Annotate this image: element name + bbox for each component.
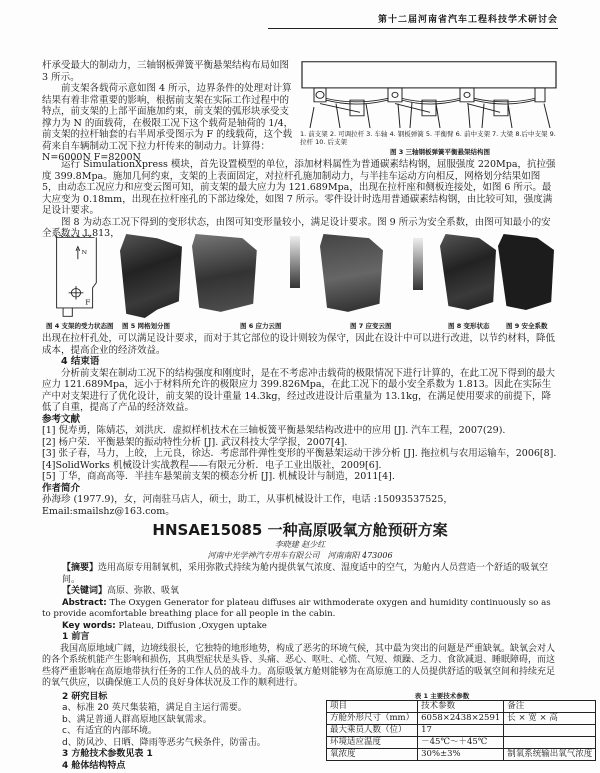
- keywords-en: Plateau, Diffusion ,Oxygen uptake: [118, 620, 267, 631]
- goal-item: b、满足普通人群高原地区缺氧需求。: [62, 714, 212, 725]
- reference-item: [4]SolidWorks 机械设计实战教程——有限元分析．电子工业出版社，2009[6].: [42, 459, 382, 471]
- figure-7-strain-image: [320, 234, 390, 316]
- abstract-en-label: Abstract:: [62, 597, 107, 608]
- figure-3-caption: 图 3 三轴钢板弹簧平衡悬架结构图: [390, 148, 491, 156]
- goal-item: c、有适宜的内部环境。: [62, 726, 157, 736]
- table-cell: 制氧系统输出氧气浓度: [504, 748, 596, 760]
- section-heading: 4 舱体结构特点: [62, 760, 126, 771]
- body-text-lower: [0, 333, 600, 517]
- table-header-row: [327, 700, 596, 712]
- paragraph: 运行 SimulationXpress 模块，首先设置模型的单位，添加材料属性为普通碳素结构钢，屈服强度 220Mpa，抗拉强度 399.8Mpa。施加几何约束，支架的上表面固定，对拉杆孔施加制动力，与半挂车运动方向相反，网格划分结果如图 5，由动态工况应力和应变云图可知，前支架的最大应力为 121.689Mpa，出现在拉杆座和侧板连接处，如图 6 所示。最大应变为 0.18mm，出现在拉杆座孔的下部边缘处，如图 7 所示。零件设计时选用普通碳素结构钢，由比较可知，强度满足设计要求。: [42, 159, 556, 216]
- section-heading: 2 研究目标: [62, 691, 108, 702]
- figure-7-caption: 图 7 应变云图: [350, 322, 392, 330]
- table-row: [327, 736, 596, 748]
- lower-flow: [0, 333, 600, 772]
- figure-5-caption: 图 5 网格划分图: [122, 322, 171, 330]
- paragraph: 前支架各载荷示意如图 4 所示，边界条件的处理对计算结果有着非常重要的影响，根据前支架在实际工作过程中的特点，前支架的上部平面施加约束，前支架的弧形块承受支撑力为 N 的面载荷，在极限工况下这个载荷是轴荷的 1/4，前支架的拉杆轴套的右半周承受图示为 F 的线载荷，这个载荷来自车辆制动工况下拉力杆传来的制动力。计算得：N=6000N F=8200N: [42, 83, 294, 163]
- abstract-en-block: [0, 598, 600, 690]
- paragraph: 图 8 为动态工况下得到的变形状态，由图可知变形量较小，满足设计要求。图 9 所示为安全系数，由图可知最小的安全系数为 1.813，: [42, 216, 551, 239]
- load-n-label: N: [81, 249, 88, 257]
- table-cell: 氧浓度: [327, 748, 418, 760]
- paper-title: HNSAE15085 一种高原吸氧方舱预研方案: [152, 521, 448, 539]
- table-cell: 30%±3%: [418, 748, 504, 760]
- section-heading: 1 前言: [62, 632, 90, 642]
- table-cell: 方舱外形尺寸（mm）: [327, 712, 418, 724]
- figure-8-caption: 图 8 变形状态: [448, 322, 490, 330]
- reference-item: [1] 倪寿勇，陈婧芯，刘洪庆．虚拟样机技术在三轴板簧平衡悬架结构改进中的应用 [J]. 汽车工程，2007(29).: [42, 425, 506, 436]
- author-bio: 孙海珍 (1977.9)，女，河南驻马店人，硕士，助工，从事机械设计工作，电话 :15093537525，Email:smailshz@163.com。: [42, 494, 453, 517]
- figure-9-caption: 图 9 安全系数: [506, 322, 548, 330]
- research-goals: [62, 692, 266, 773]
- paper-authors: 李晓建 赵少红: [274, 540, 326, 549]
- header-cell: 项目: [327, 700, 418, 712]
- section-heading: 3 方舱技术参数见表 1: [62, 749, 153, 759]
- author-bio-heading: 作者简介: [42, 482, 81, 494]
- abstract-cn: 选用高原专用制氧机，采用弥散式持续为舱内提供氧气浓度、湿度适中的空气，为舱内人员营造一个舒适的吸氧空间。: [62, 563, 549, 585]
- reference-item: [2] 杨户荣．平衡悬架的振动特性分析 [J]. 武汉科技大学学报，2007[4].: [42, 436, 348, 448]
- goal-item: a、标准 20 英尺集装箱，满足自主运行需要。: [62, 703, 247, 713]
- load-f-label: F: [85, 297, 91, 307]
- reference-item: [5] 丁华，商高高等．半挂车悬架前支架的模态分析 [J]. 机械设计与制造，2011[4].: [42, 471, 395, 482]
- keywords-cn-label: 【关键词】: [62, 586, 108, 596]
- header-cell: 备注: [504, 700, 596, 712]
- abstract-block: [0, 563, 600, 598]
- body-text: [42, 159, 558, 240]
- tech-params-table: [326, 700, 596, 761]
- reference-item: [3] 张子春，马力，上皎，上元良，徐达．考虑部件弹性变形的平衡悬架运动干涉分析 [J]. 拖拉机与农用运输车，2006[8].: [42, 448, 557, 459]
- keywords-en-label: Key words:: [62, 620, 116, 631]
- figure-3-legend: 1. 前支架 2. 可调拉杆 3. 车轴 4. 钢板弹簧 5. 平衡臂 6. 前中支架 7. 大梁 8.后中支架 9. 拉杆 10. 后支架: [300, 130, 556, 146]
- figure-4-caption: 图 4 支架的受力状态图: [46, 322, 114, 330]
- table-column: [326, 691, 593, 773]
- figure-9-safety-factor-image: [498, 234, 554, 314]
- section-heading: 4 结束语: [61, 356, 100, 367]
- goals-and-table: [0, 692, 600, 773]
- table-cell: [504, 724, 596, 736]
- figure-5-mesh-image: [120, 234, 182, 318]
- table-row: [327, 724, 596, 736]
- table-row: [327, 712, 596, 724]
- table-cell: －45℃～＋45℃: [418, 736, 504, 748]
- figure-6-stress-image: [192, 234, 264, 316]
- abstract-en: The Oxygen Generator for plateau diffuses air withmoderate oxygen and humidity continuously so as to provide acomfortable breathing place for all people in the cabin.: [42, 597, 551, 619]
- table-cell: 环境适应温度: [327, 736, 418, 748]
- paragraph: 出现在拉杆孔处，可以满足设计要求，而对于其它部位的设计则较为保守，因此在设计中可以进行改进，以节约材料，降低成本，提高企业的经济效益。: [42, 333, 556, 356]
- table-cell: 17: [418, 724, 504, 736]
- table-cell: 长 × 宽 × 高: [504, 712, 596, 724]
- header-cell: 技术参数: [418, 700, 504, 712]
- figure-6-caption: 图 6 应力云图: [240, 322, 282, 330]
- table-cell: [504, 736, 596, 748]
- references-heading: 参考文献: [42, 413, 81, 425]
- left-column-text: [42, 60, 297, 164]
- figure-4-load-diagram: [52, 234, 100, 318]
- goal-item: d、防风沙、日晒、降雨等恶劣气候条件，防雷击。: [62, 737, 266, 748]
- running-header: 第十二届河南省汽车工程科技学术研讨会: [268, 14, 558, 29]
- figure-6-color-scale: [290, 236, 300, 288]
- paragraph: 我国高原地域广阔，边境线很长，它独特的地形地势，构成了恶劣的环境气候，其中最为突出的问题是严重缺氧。缺氧会对人的各个系统机能产生影响和损伤，其典型症状是头昏、头痛、恶心、呕吐、心慌、气短、烦躁、乏力、食欲减退、睡眠障碍，而这些将严重影响在高原地带执行任务的工作人员的战斗力。高原吸氧方舱则能够为在高原施工的人员提供舒适的吸氧空间和持续充足的氧气供应，以确保施工人员的良好身体状况及工作的顺利进行。: [42, 643, 556, 688]
- paper-affiliation: 河南中光学神汽专用车有限公司 河南南阳 473006: [207, 551, 393, 560]
- table-caption: 表 1 主要技术参数: [414, 691, 470, 700]
- table-row: [327, 748, 596, 760]
- table-cell: 最大乘员人数（位）: [327, 724, 418, 736]
- figure-8-deformation-image: [440, 234, 496, 314]
- keywords-cn: 高原、弥散、吸氧: [107, 586, 180, 596]
- table-cell: 6058×2438×2591: [418, 712, 504, 724]
- abstract-cn-label: 【摘要】: [62, 563, 99, 573]
- figure-3-diagram: [300, 60, 558, 128]
- paragraph: 杆承受最大的制动力，三轴钢板弹簧平衡悬架结构布局如图 3 所示。: [42, 60, 290, 83]
- figure-7-color-scale: [413, 238, 423, 290]
- paragraph: 分析前支架在制动工况下的结构强度和刚度时，是在不考虑冲击载荷的极限情况下进行计算的，在此工况下得到的最大应力 121.689Mpa，远小于材料所允许的极限应力 399.826Mpa，在此工况下的最小安全系数为 1.813。因此在实际生产中对支架进行了优化设计，前支架的设计重量 14.3kg，经过改进设计后重量为 13.1kg，在满足使用要求的前提下，降低了自重，提高了产品的经济效益。: [42, 367, 556, 413]
